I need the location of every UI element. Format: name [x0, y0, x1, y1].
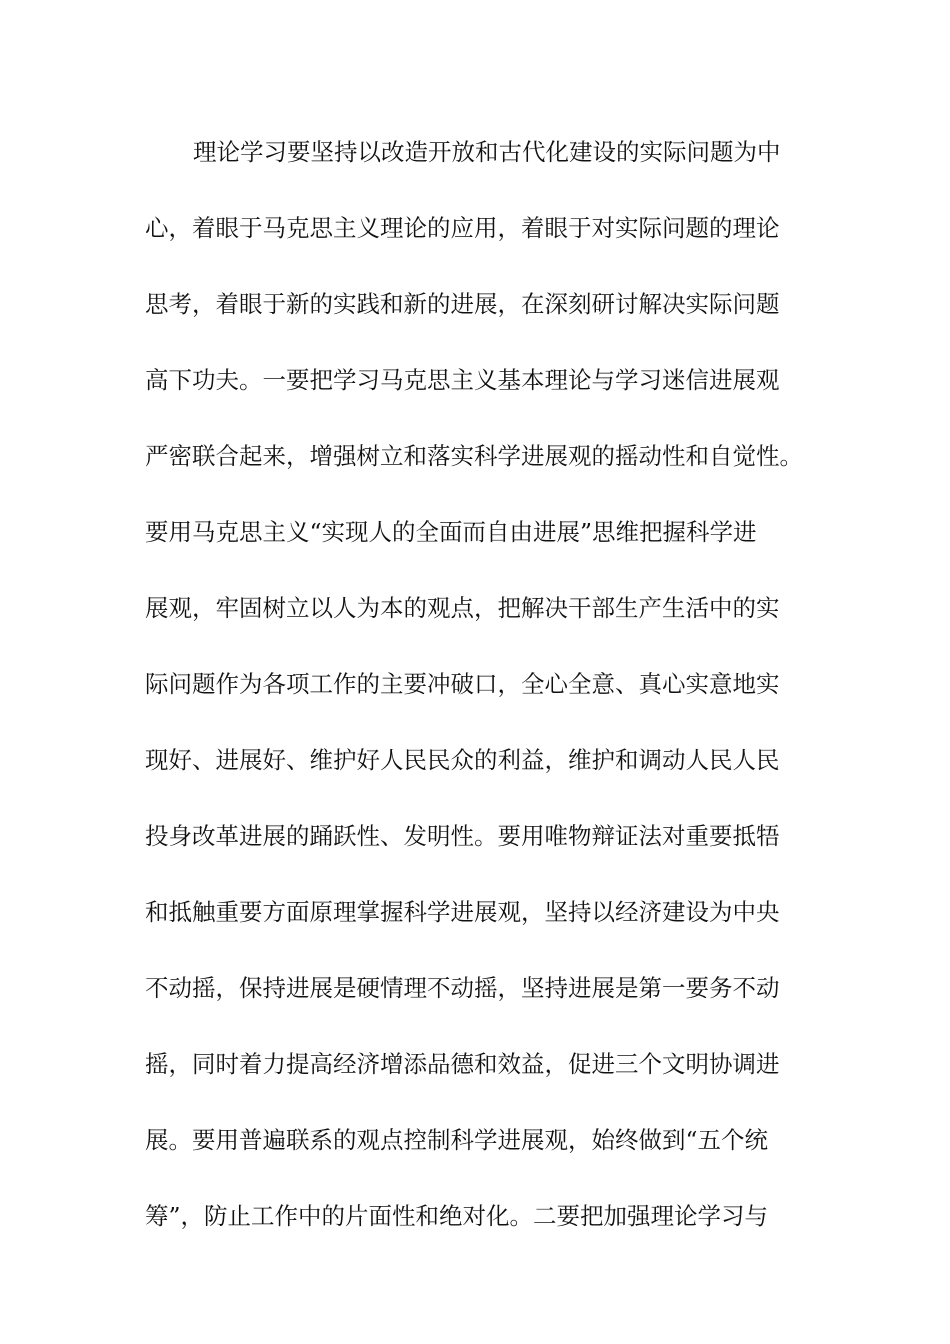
paragraph-line-14: 展。要用普遍联系的观点控制科学进展观，始终做到“五个统	[145, 1126, 769, 1154]
paragraph-line-10: 投身改革进展的踊跃性、发明性。要用唯物辩证法对重要抵牾	[145, 822, 780, 850]
paragraph-line-13: 摇，同时着力提高经济增添品德和效益，促进三个文明协调进	[145, 1050, 780, 1078]
paragraph-line-6: 要用马克思主义“实现人的全面而自由进展”思维把握科学进	[145, 518, 757, 546]
paragraph-line-12: 不动摇，保持进展是硬情理不动摇，坚持进展是第一要务不动	[145, 974, 780, 1002]
paragraph-line-7: 展观，牢固树立以人为本的观点，把解决干部生产生活中的实	[145, 594, 780, 622]
paragraph-line-11: 和抵触重要方面原理掌握科学进展观，坚持以经济建设为中央	[145, 898, 780, 926]
paragraph-line-5: 严密联合起来，增强树立和落实科学进展观的摇动性和自觉性。	[145, 442, 803, 470]
paragraph-line-3: 思考，着眼于新的实践和新的进展，在深刻研讨解决实际问题	[145, 290, 780, 318]
paragraph-line-2: 心，着眼于马克思主义理论的应用，着眼于对实际问题的理论	[145, 214, 780, 242]
paragraph-line-9: 现好、进展好、维护好人民民众的利益，维护和调动人民人民	[145, 746, 780, 774]
paragraph-line-1: 理论学习要坚持以改造开放和古代化建设的实际问题为中	[193, 138, 781, 166]
body-paragraph	[145, 132, 825, 1272]
paragraph-line-15: 筹”，防止工作中的片面性和绝对化。二要把加强理论学习与	[145, 1202, 769, 1230]
paragraph-line-4: 高下功夫。一要把学习马克思主义基本理论与学习迷信进展观	[145, 366, 780, 394]
paragraph-line-8: 际问题作为各项工作的主要冲破口，全心全意、真心实意地实	[145, 670, 780, 698]
